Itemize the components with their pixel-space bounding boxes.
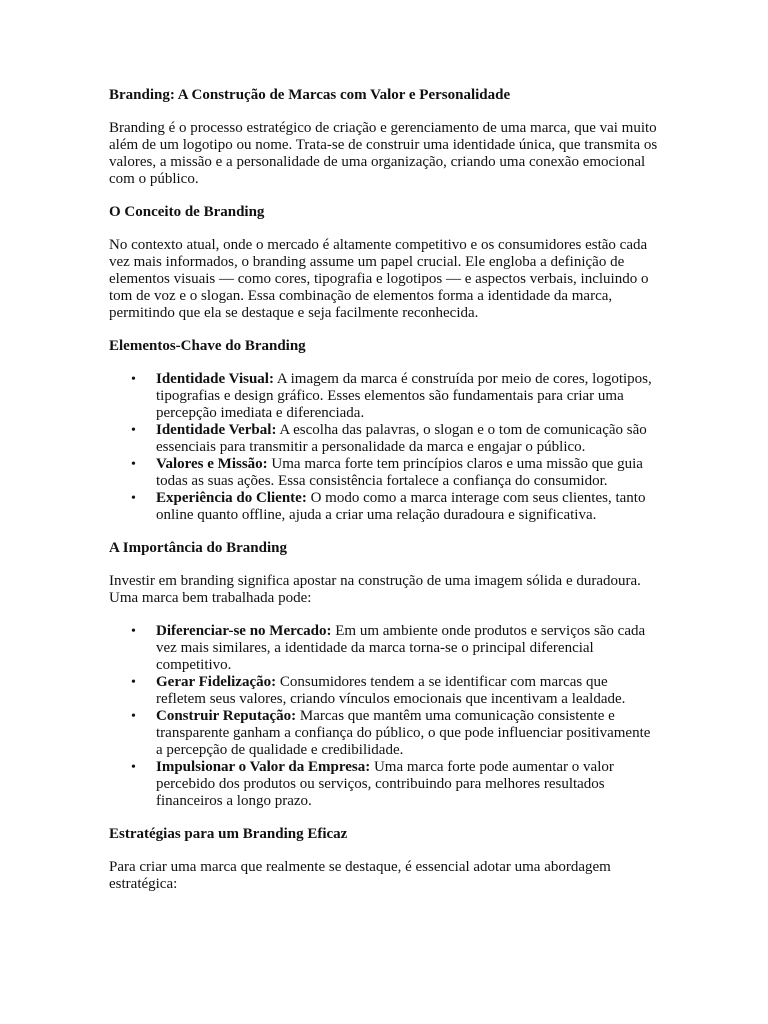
list-item-text: Marcas que mantêm uma comunicação consistente e transparente ganham a confiança do público, o que pode influenciar positivamente a percepção de qualidade e credibilidade. [156,708,651,758]
intro-paragraph: Branding é o processo estratégico de criação e gerenciamento de uma marca, que vai muito além de um logotipo ou nome. Trata-se de construir uma identidade única, que transmita os valores, a missão e a personalidade de uma organização, criando uma conexão emocional com o público. [109,120,658,187]
spacer [109,221,658,237]
bullet-icon: • [131,709,136,724]
spacer [109,524,658,540]
list-item-text: Uma marca forte tem princípios claros e uma missão que guia todas as suas ações. Essa consistência fortalece a confiança do consumidor. [156,456,643,489]
list-item [109,759,658,810]
list-item-term: Valores e Missão: [156,456,268,472]
section-paragraph-importancia: Investir em branding significa apostar na construção de uma imagem sólida e duradoura. Uma marca bem trabalhada pode: [109,573,641,606]
spacer [109,322,658,338]
bullet-icon: • [131,423,136,438]
list-item [109,708,658,759]
list-item-text: Em um ambiente onde produtos e serviços são cada vez mais similares, a identidade da marca torna-se o principal diferencial competitivo. [156,623,646,673]
elementos-list [109,371,658,524]
bullet-icon: • [131,760,136,775]
section-heading-conceito: O Conceito de Branding [109,204,265,220]
section-paragraph-conceito: No contexto atual, onde o mercado é altamente competitivo e os consumidores estão cada vez mais informados, o branding assume um papel crucial. Ele engloba a definição de elementos visuais — como cores, tipografia e logotipos — e aspectos verbais, incluindo o tom de voz e o slogan. Essa combinação de elementos forma a identidade da marca, permitindo que ela se destaque e seja facilmente reconhecida. [109,237,649,321]
spacer [109,104,658,120]
importancia-list [109,623,658,810]
document-title: Branding: A Construção de Marcas com Valor e Personalidade [109,87,511,103]
list-item-term: Construir Reputação: [156,708,297,724]
list-item [109,623,658,674]
section-paragraph-estrategias: Para criar uma marca que realmente se destaque, é essencial adotar uma abordagem estratégica: [109,859,611,892]
bullet-icon: • [131,491,136,506]
spacer [109,557,658,573]
spacer [109,843,658,859]
section-heading-importancia: A Importância do Branding [109,540,287,556]
list-item [109,371,658,422]
spacer [109,188,658,204]
list-item [109,490,658,524]
list-item [109,422,658,456]
section-heading-elementos: Elementos-Chave do Branding [109,338,306,354]
spacer [109,355,658,371]
list-item [109,674,658,708]
list-item-text: Uma marca forte pode aumentar o valor percebido dos produtos ou serviços, contribuindo para melhores resultados financeiros a longo prazo. [156,759,614,809]
list-item-term: Diferenciar-se no Mercado: [156,623,332,639]
bullet-icon: • [131,675,136,690]
list-item-text: A imagem da marca é construída por meio de cores, logotipos, tipografias e design gráfico. Esses elementos são fundamentais para criar uma percepção imediata e diferenciada. [156,371,652,421]
list-item-term: Experiência do Cliente: [156,490,307,506]
list-item-term: Gerar Fidelização: [156,674,277,690]
spacer [109,607,658,623]
section-heading-estrategias: Estratégias para um Branding Eficaz [109,826,348,842]
bullet-icon: • [131,457,136,472]
list-item-text: Consumidores tendem a se identificar com marcas que refletem seus valores, criando vínculos emocionais que incentivam a lealdade. [156,674,626,707]
list-item-term: Identidade Verbal: [156,422,277,438]
list-item-term: Identidade Visual: [156,371,274,387]
bullet-icon: • [131,372,136,387]
bullet-icon: • [131,624,136,639]
list-item [109,456,658,490]
list-item-text: O modo como a marca interage com seus clientes, tanto online quanto offline, ajuda a criar uma relação duradoura e significativa. [156,490,646,523]
spacer [109,810,658,826]
list-item-text: A escolha das palavras, o slogan e o tom de comunicação são essenciais para transmitir a personalidade da marca e engajar o público. [156,422,647,455]
list-item-term: Impulsionar o Valor da Empresa: [156,759,371,775]
